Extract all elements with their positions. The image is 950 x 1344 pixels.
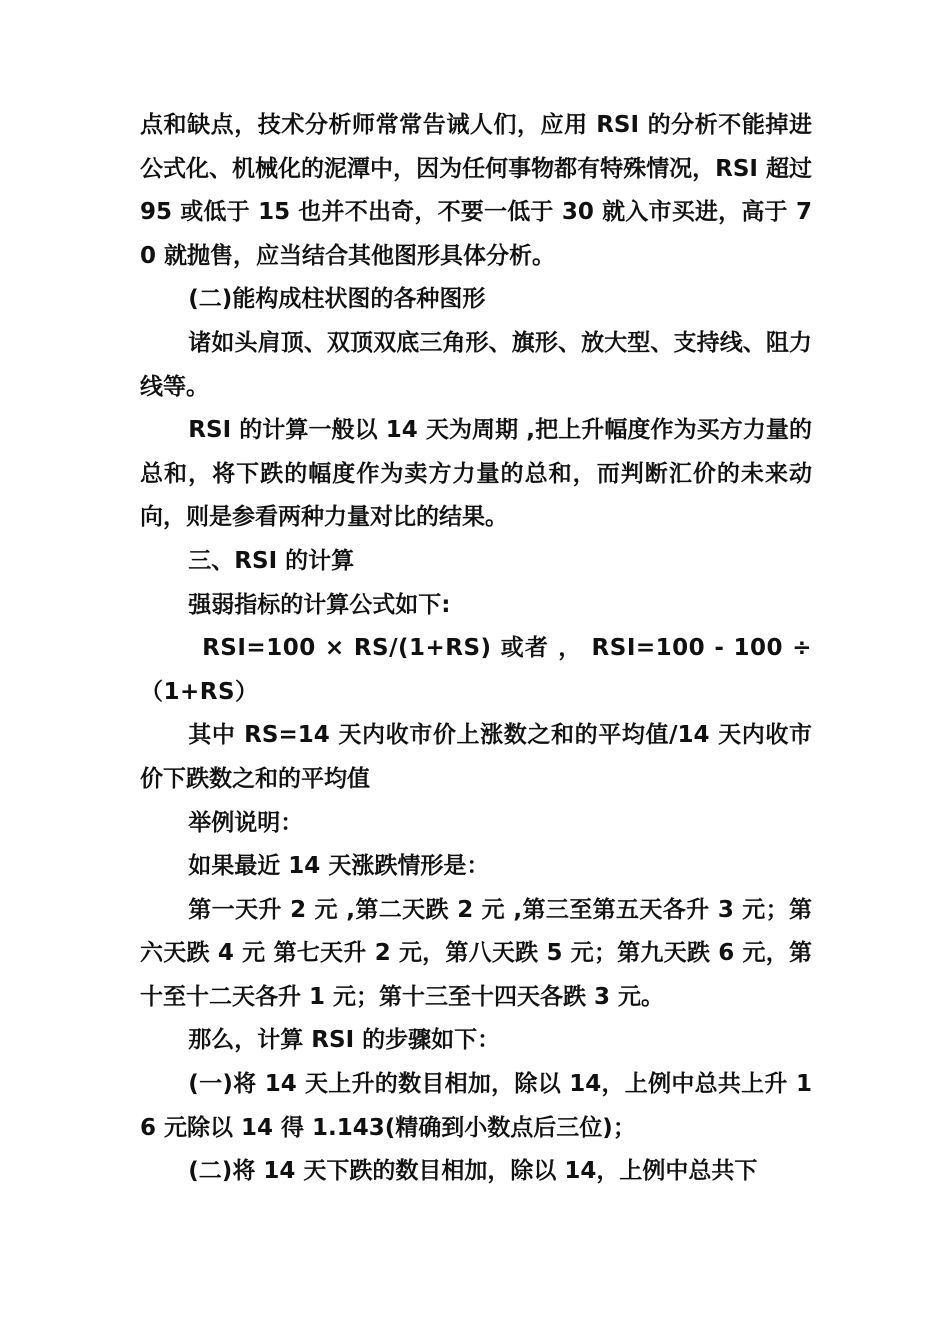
paragraph-step-two: (二)将 14 天下跌的数目相加，除以 14，上例中总共下: [188, 1158, 758, 1185]
paragraph-steps-intro: 那么，计算 RSI 的步骤如下：: [188, 1027, 501, 1054]
paragraph-pattern-list: 诸如头肩顶、双顶双底三角形、旗形、放大型、支持线、阻力线等。: [140, 329, 812, 400]
paragraph-example-intro: 如果最近 14 天涨跌情形是：: [188, 853, 490, 880]
section-heading-rsi-calculation: 三、RSI 的计算: [188, 547, 355, 574]
paragraph-rsi-period: RSI 的计算一般以 14 天为周期 ,把上升幅度作为买方力量的总和，将下跌的幅度作为卖方力量的总和，而判断汇价的未来动向，则是参看两种力量对比的结果。: [140, 417, 812, 531]
section-heading-bar-chart-patterns: (二)能构成柱状图的各种图形: [188, 286, 486, 313]
paragraph-formula-intro: 强弱指标的计算公式如下:: [188, 591, 451, 618]
paragraph-rs-definition: 其中 RS=14 天内收市价上涨数之和的平均值/14 天内收市价下跌数之和的平均值: [140, 722, 812, 792]
document-page: [140, 104, 812, 1194]
rsi-formula: RSI=100 × RS/(1+RS) 或者 ， RSI=100 - 100 ÷（1+RS）: [140, 635, 812, 705]
paragraph-example-data: 第一天升 2 元 ,第二天跌 2 元 ,第三至第五天各升 3 元；第六天跌 4 元 第七天升 2 元，第八天跌 5 元；第九天跌 6 元，第十至十二天各升 1 元；第十三至十四天各跌 3 元。: [140, 896, 812, 1010]
paragraph-rsi-caveats: 点和缺点，技术分析师常常告诫人们，应用 RSI 的分析不能掉进公式化、机械化的泥潭中，因为任何事物都有特殊情况，RSI 超过 95 或低于 15 也并不出奇，不要一低于 30 就入市买进，高于 70 就抛售，应当结合其他图形具体分析。: [140, 112, 812, 269]
paragraph-step-one: (一)将 14 天上升的数目相加，除以 14，上例中总共上升 16 元除以 14 得 1.143(精确到小数点后三位)；: [140, 1071, 812, 1141]
paragraph-example-label: 举例说明：: [188, 809, 304, 836]
